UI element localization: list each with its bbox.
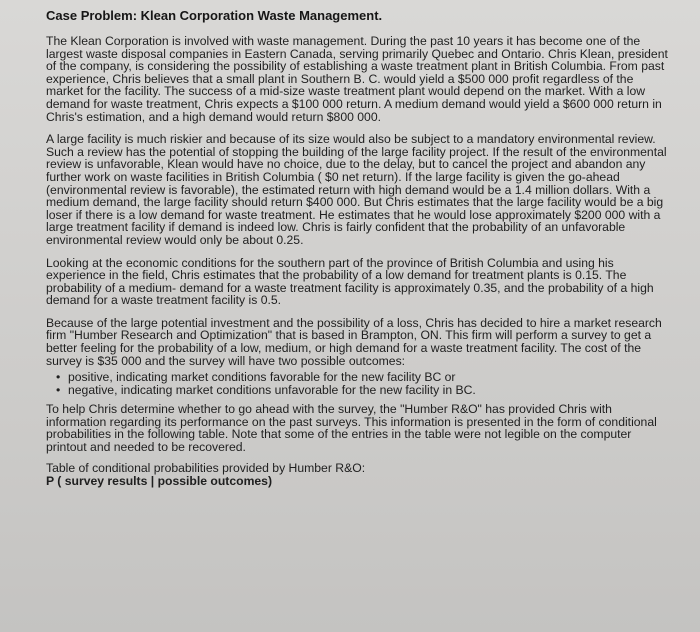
bullet-icon: •	[56, 370, 61, 385]
market-research-paragraph: Because of the large potential investment and the possibility of a loss, Chris has decided to hire a market research firm "Humber Research and Optimization" that is based in Brampton, ON. This firm will perform a survey to get a better feeling for the probability of a low, medium, or high demand for a waste treatment facility. The cost of the survey is $35 000 and the survey will have two possible outcomes:	[46, 315, 662, 368]
survey-outcomes-list	[46, 371, 672, 397]
bullet-icon: •	[56, 383, 61, 398]
intro-paragraph: The Klean Corporation is involved with waste management. During the past 10 years it has become one of the largest waste disposal companies in Eastern Canada, serving primarily Quebec and Ontario. Chris Klean, president of the company, is considering the possibility of establishing a waste treatment plant in British Columbia. From past experience, Chris believes that a small plant in Southern B. C. would yield a $500 000 profit regardless of the market for the facility. The success of a mid-size waste treatment plant would depend on the market. With a low demand for waste treatment, Chris expects a $100 000 return. A medium demand would yield a $600 000 return in Chris's estimation, and a high demand would return $800 000.	[46, 34, 668, 124]
economic-conditions-paragraph: Looking at the economic conditions for the southern part of the province of British Columbia and using his experience in the field, Chris estimates that the probability of a low demand for treatment plants is 0.15. The probability of a medium- demand for a waste treatment facility is approximately 0.35, and the probability of a high demand for a waste treatment facility is 0.5.	[46, 255, 654, 308]
outcome-negative: negative, indicating market conditions unfavorable for the new facility in BC.	[68, 383, 476, 398]
list-item	[56, 384, 672, 397]
table-caption: Table of conditional probabilities provided by Humber R&O:	[46, 460, 366, 475]
closing-paragraph: To help Chris determine whether to go ahead with the survey, the "Humber R&O" has provided Chris with information regarding its performance on the past surveys. This information is presented in the form of conditional probabilities in the following table. Note that some of the entries in the table were not legible on the computer printout and needed to be recovered.	[46, 402, 657, 455]
outcome-positive: positive, indicating market conditions favorable for the new facility BC or	[68, 370, 456, 385]
probability-notation: P ( survey results | possible outcomes)	[46, 473, 273, 488]
page-title: Case Problem: Klean Corporation Waste Management.	[46, 8, 383, 23]
large-facility-paragraph: A large facility is much riskier and because of its size would also be subject to a mandatory environmental review. Such a review has the potential of stopping the building of the large facility project. If the result of the environmental review is unfavorable, Klean would have no choice, due to the delay, but to cancel the project and abandon any further work on waste facilities in British Columbia ( $0 net return). If the large facility is given the go-ahead (environmental review is favorable), the estimated return with high demand would be a 1.4 million dollars. With a medium demand, the large facility should return $400 000. But Chris estimates that the large facility would be a big loser if there is a low demand for waste treatment. He estimates that he would lose approximately $200 000 with a large treatment facility if demand is indeed low. Chris is fairly confident that the probability of an unfavorable environmental review would only be about 0.25.	[46, 132, 667, 247]
